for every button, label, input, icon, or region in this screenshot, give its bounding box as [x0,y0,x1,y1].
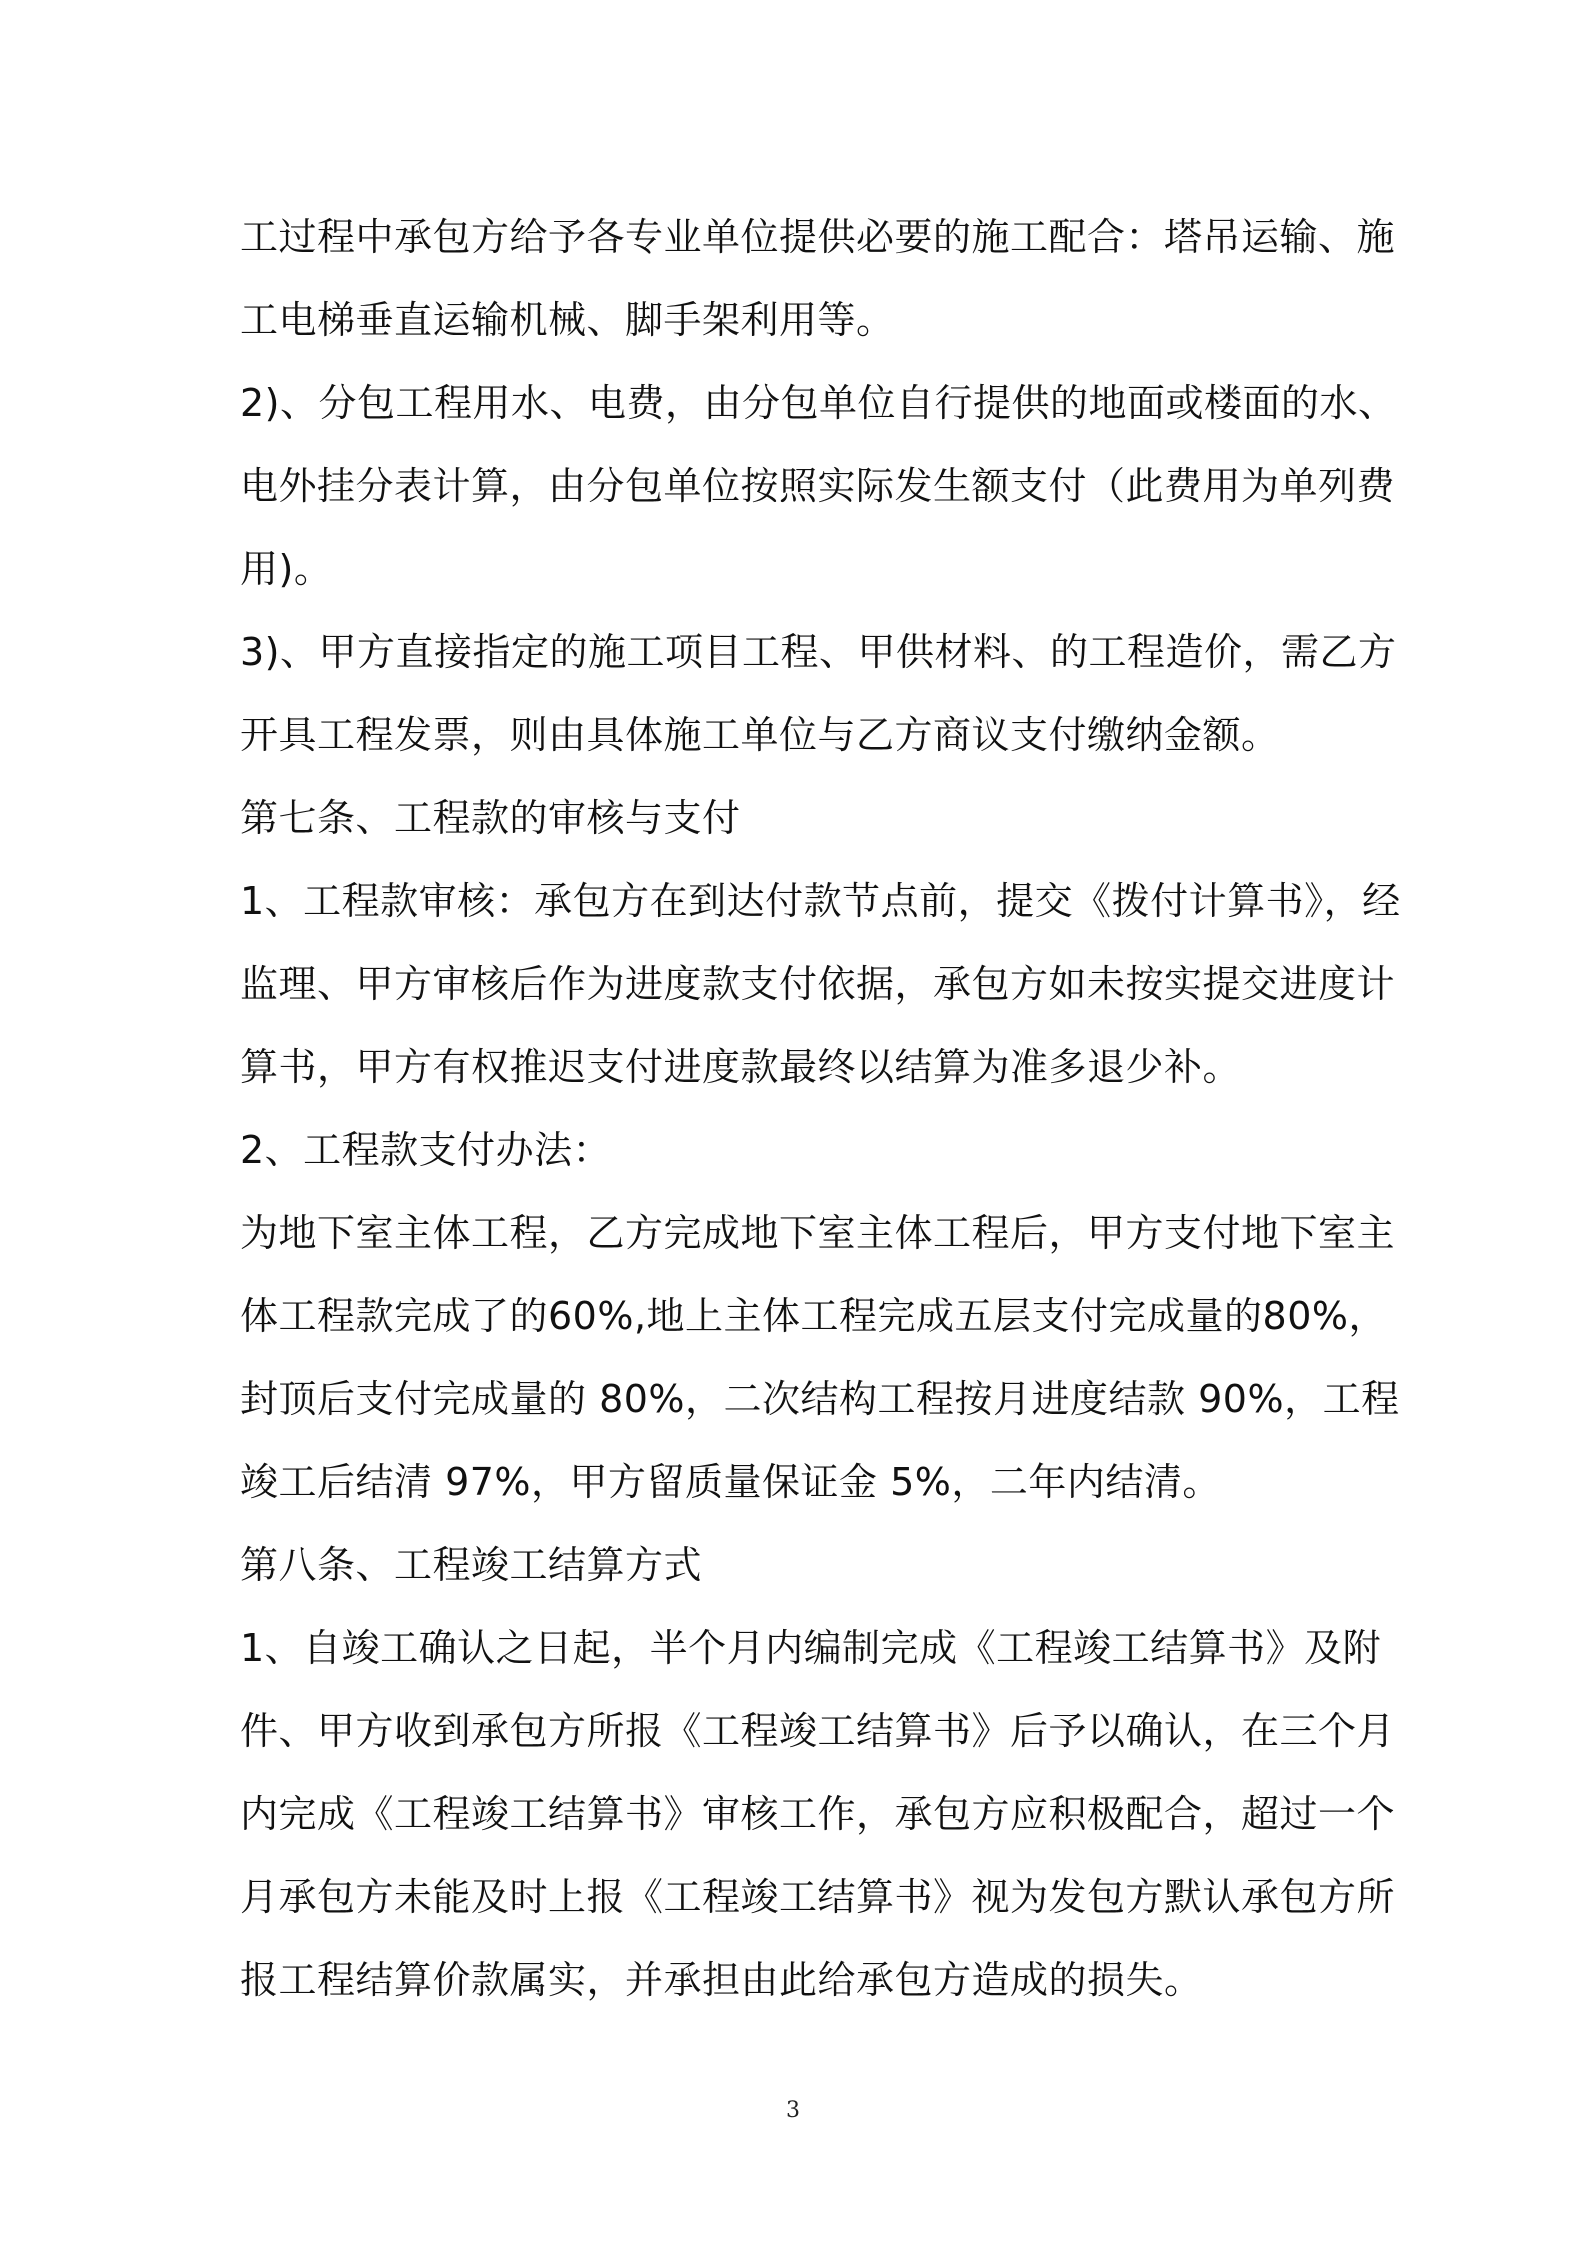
section-heading: 第八条、工程竣工结算方式 [240,1543,703,1587]
text-line: 竣工后结清 97%，甲方留质量保证金 5%，二年内结清。 [240,1460,1221,1504]
text-line: 为地下室主体工程，乙方完成地下室主体工程后，甲方支付地下室主 [240,1211,1396,1255]
text-line: 工电梯垂直运输机械、脚手架利用等。 [240,298,895,342]
text-line: 1、自竣工确认之日起，半个月内编制完成《工程竣工结算书》及附 [240,1626,1382,1670]
text-line: 2、工程款支付办法： [240,1128,612,1172]
text-line: 月承包方未能及时上报《工程竣工结算书》视为发包方默认承包方所 [240,1875,1396,1919]
text-line: 3)、甲方直接指定的施工项目工程、甲供材料、的工程造价，需乙方 [240,630,1397,674]
text-line: 1、工程款审核：承包方在到达付款节点前，提交《拨付计算书》，经 [240,879,1401,923]
text-line: 体工程款完成了的60%,地上主体工程完成五层支付完成量的80%， [240,1294,1388,1338]
section-heading: 第七条、工程款的审核与支付 [240,796,741,840]
text-line: 2)、分包工程用水、电费，由分包单位自行提供的地面或楼面的水、 [240,381,1397,425]
page-number: 3 [786,2098,800,2123]
document-body [240,196,1401,2022]
text-line: 内完成《工程竣工结算书》审核工作，承包方应积极配合，超过一个 [240,1792,1396,1836]
text-line: 报工程结算价款属实，并承担由此给承包方造成的损失。 [240,1958,1203,2002]
text-line: 工过程中承包方给予各专业单位提供必要的施工配合：塔吊运输、施 [240,215,1396,259]
text-line: 电外挂分表计算，由分包单位按照实际发生额支付（此费用为单列费 [240,464,1396,508]
text-line: 件、甲方收到承包方所报《工程竣工结算书》后予以确认，在三个月 [240,1709,1396,1753]
text-line: 开具工程发票，则由具体施工单位与乙方商议支付缴纳金额。 [240,713,1280,757]
text-line: 算书，甲方有权推迟支付进度款最终以结算为准多退少补。 [240,1045,1242,1089]
text-line: 监理、甲方审核后作为进度款支付依据，承包方如未按实提交进度计 [240,962,1396,1006]
text-line: 封顶后支付完成量的 80%，二次结构工程按月进度结款 90%，工程 [240,1377,1400,1421]
text-line: 用)。 [240,547,333,591]
